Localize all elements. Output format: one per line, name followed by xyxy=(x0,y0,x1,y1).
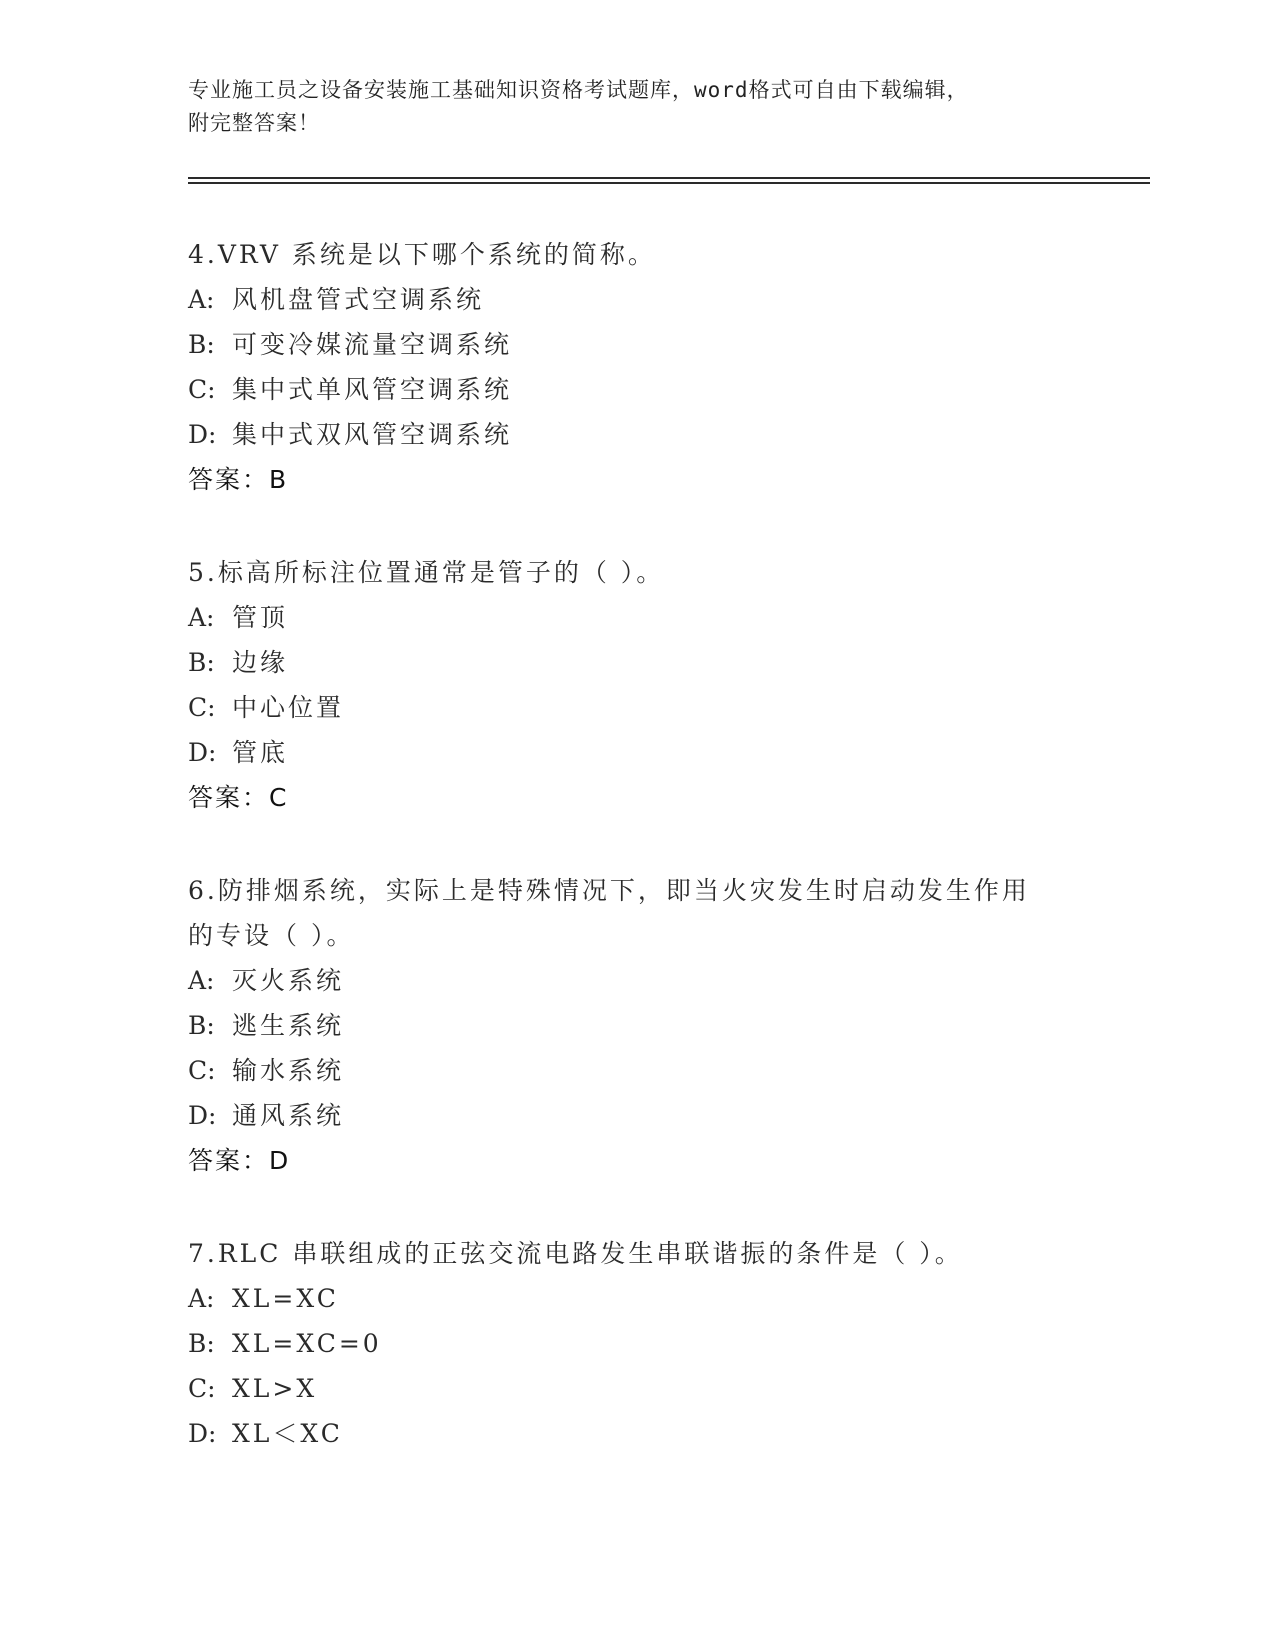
option-letter: A: xyxy=(188,1284,215,1313)
option-b xyxy=(188,640,1088,685)
option-letter: A: xyxy=(188,966,215,995)
question-5 xyxy=(188,550,1088,820)
option-letter: D: xyxy=(188,1419,217,1448)
option-letter: C: xyxy=(188,1374,216,1403)
option-text: XL=XC xyxy=(232,1284,339,1313)
option-b xyxy=(188,322,1088,367)
option-a xyxy=(188,1276,1088,1321)
option-d xyxy=(188,1093,1088,1138)
option-letter: D: xyxy=(188,420,217,449)
question-stem: 6.防排烟系统，实际上是特殊情况下，即当火灾发生时启动发生作用的专设（ ）。 xyxy=(188,876,1030,950)
option-text: 输水系统 xyxy=(232,1056,345,1085)
header-line-1: 专业施工员之设备安装施工基础知识资格考试题库，word格式可自由下载编辑， xyxy=(188,78,969,102)
question-stem: 4.VRV 系统是以下哪个系统的简称。 xyxy=(188,240,656,269)
header-line-2: 附完整答案！ xyxy=(188,111,320,135)
question-6 xyxy=(188,868,1088,1183)
option-c xyxy=(188,367,1088,412)
option-letter: A: xyxy=(188,285,215,314)
question-4 xyxy=(188,232,1088,502)
option-a xyxy=(188,595,1088,640)
option-text: XL>X xyxy=(232,1374,318,1403)
document-header xyxy=(188,74,1068,140)
header-divider-bottom xyxy=(188,182,1150,184)
option-b xyxy=(188,1321,1088,1366)
option-letter: A: xyxy=(188,603,215,632)
option-c xyxy=(188,685,1088,730)
answer-line: 答案：B xyxy=(188,465,289,494)
option-text: 通风系统 xyxy=(232,1101,345,1130)
option-d xyxy=(188,1411,1088,1456)
question-stem: 7.RLC 串联组成的正弦交流电路发生串联谐振的条件是（ ）。 xyxy=(188,1239,963,1268)
option-letter: C: xyxy=(188,375,216,404)
option-text: 逃生系统 xyxy=(232,1011,345,1040)
option-letter: D: xyxy=(188,738,217,767)
question-7 xyxy=(188,1231,1088,1456)
option-d xyxy=(188,730,1088,775)
option-c xyxy=(188,1048,1088,1093)
option-letter: D: xyxy=(188,1101,217,1130)
option-a xyxy=(188,958,1088,1003)
option-d xyxy=(188,412,1088,457)
option-letter: B: xyxy=(188,1011,215,1040)
option-text: 风机盘管式空调系统 xyxy=(232,285,485,314)
answer-line: 答案：C xyxy=(188,783,289,812)
option-letter: C: xyxy=(188,1056,216,1085)
option-a xyxy=(188,277,1088,322)
option-text: 集中式单风管空调系统 xyxy=(232,375,513,404)
option-letter: B: xyxy=(188,648,215,677)
option-text: 管顶 xyxy=(232,603,289,632)
option-text: 管底 xyxy=(232,738,289,767)
option-text: 中心位置 xyxy=(232,693,345,722)
answer-line: 答案：D xyxy=(188,1146,291,1175)
option-letter: B: xyxy=(188,330,215,359)
option-text: 边缘 xyxy=(232,648,289,677)
question-stem: 5.标高所标注位置通常是管子的（ ）。 xyxy=(188,558,665,587)
option-letter: B: xyxy=(188,1329,215,1358)
option-text: 灭火系统 xyxy=(232,966,345,995)
option-text: XL=XC=0 xyxy=(232,1329,382,1358)
option-text: 集中式双风管空调系统 xyxy=(232,420,513,449)
option-text: 可变冷媒流量空调系统 xyxy=(232,330,513,359)
header-divider-top xyxy=(188,177,1150,179)
option-text: XL＜XC xyxy=(232,1419,343,1448)
option-c xyxy=(188,1366,1088,1411)
option-letter: C: xyxy=(188,693,216,722)
option-b xyxy=(188,1003,1088,1048)
